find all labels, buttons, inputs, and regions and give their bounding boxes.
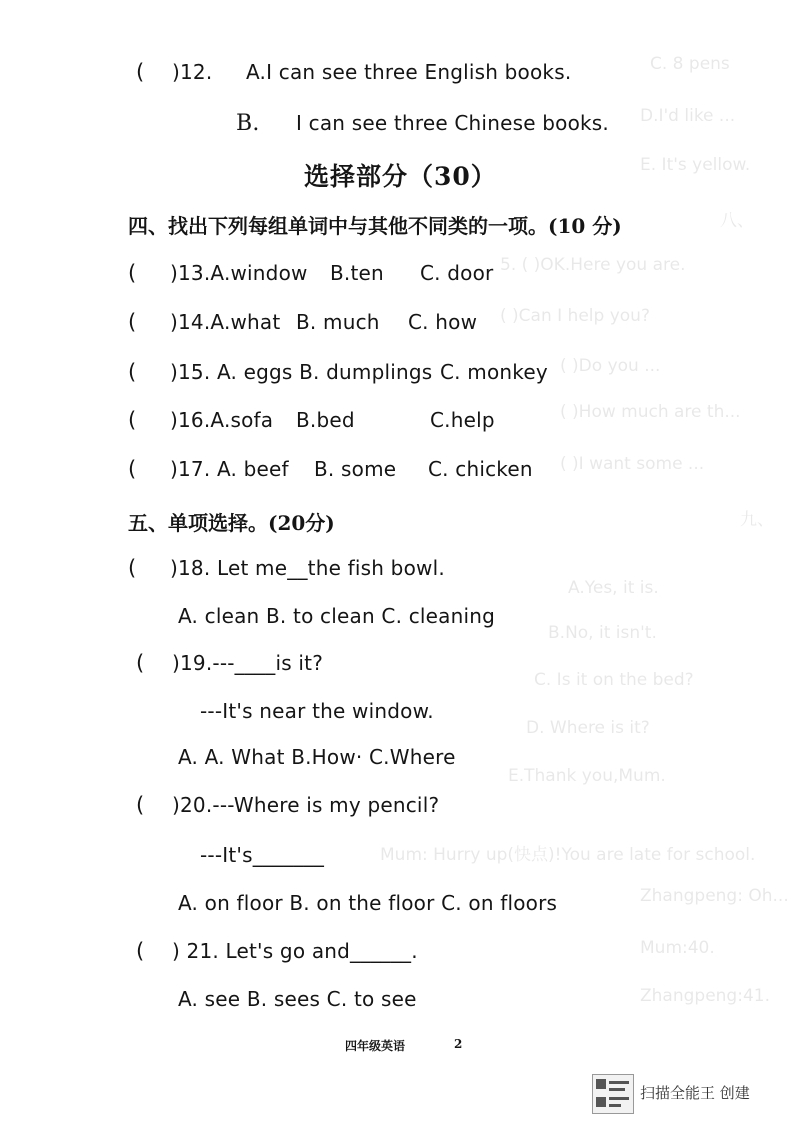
option-b: I can see three Chinese books. xyxy=(296,111,609,135)
bleed-through-12: B.No, it isn't. xyxy=(548,623,657,643)
option-c: C. monkey xyxy=(440,360,548,384)
bleed-through-9: ( )I want some ... xyxy=(560,454,705,474)
section-4-heading: 四、找出下列每组单词中与其他不同类的一项。(10 分) xyxy=(128,214,622,238)
answer-paren: ( xyxy=(128,408,137,432)
question-number: )12. xyxy=(172,60,213,84)
option-a: A.I can see three English books. xyxy=(246,60,572,84)
answer-paren: ( xyxy=(136,939,145,963)
bleed-through-11: A.Yes, it is. xyxy=(568,578,659,598)
answer-paren: ( xyxy=(136,60,145,84)
bleed-through-17: Zhangpeng: Oh... xyxy=(640,886,789,906)
question-stem: )20.---Where is my pencil? xyxy=(172,793,440,817)
answer-paren: ( xyxy=(128,310,137,334)
bleed-through-5: 5. ( )OK.Here you are. xyxy=(500,255,686,275)
bleed-through-13: C. Is it on the bed? xyxy=(534,670,694,690)
bleed-through-2: D.I'd like ... xyxy=(640,106,736,126)
bleed-through-4: 八、 xyxy=(720,211,754,231)
footer-subject: 四年级英语 xyxy=(345,1039,406,1053)
option-b: B.ten xyxy=(330,261,384,285)
options: A. clean B. to clean C. cleaning xyxy=(178,604,496,628)
question-number-option-a: )16.A.sofa xyxy=(170,408,274,432)
scanner-logo-icon xyxy=(592,1074,634,1114)
options: A. see B. sees C. to see xyxy=(178,987,417,1011)
bleed-through-1: C. 8 pens xyxy=(650,54,730,74)
question-number-option-a: )13.A.window xyxy=(170,261,308,285)
answer-paren: ( xyxy=(136,793,145,817)
scanner-watermark-label: 扫描全能王 创建 xyxy=(640,1084,750,1102)
question-stem: )18. Let me__the fish bowl. xyxy=(170,556,445,580)
answer-paren: ( xyxy=(136,651,145,675)
bleed-through-18: Mum:40. xyxy=(640,938,715,958)
reply-line: ---It's_______ xyxy=(200,843,325,867)
bleed-through-19: Zhangpeng:41. xyxy=(640,986,770,1006)
options: A. on floor B. on the floor C. on floors xyxy=(178,891,558,915)
question-number-options-ab: )15. A. eggs B. dumplings xyxy=(170,360,433,384)
reply-line: ---It's near the window. xyxy=(200,699,434,723)
bleed-through-3: E. It's yellow. xyxy=(640,155,751,175)
bleed-through-6: ( )Can I help you? xyxy=(500,306,650,326)
option-b: B. much xyxy=(296,310,380,334)
answer-paren: ( xyxy=(128,457,137,481)
option-c: C. chicken xyxy=(428,457,533,481)
section-choice-title: 选择部分（30） xyxy=(304,162,497,191)
section-5-heading: 五、单项选择。(20分) xyxy=(128,511,335,535)
footer-page-number: 2 xyxy=(454,1037,463,1051)
option-c: C.help xyxy=(430,408,495,432)
options: A. A. What B.How· C.Where xyxy=(178,745,456,769)
option-c: C. how xyxy=(408,310,478,334)
question-number-option-a: )17. A. beef xyxy=(170,457,289,481)
option-c: C. door xyxy=(420,261,494,285)
question-number-option-a: )14.A.what xyxy=(170,310,281,334)
question-stem: ) 21. Let's go and______. xyxy=(172,939,418,963)
option-b: B.bed xyxy=(296,408,355,432)
bleed-through-16: Mum: Hurry up(快点)!You are late for school. xyxy=(380,845,756,865)
bleed-through-14: D. Where is it? xyxy=(526,718,650,738)
bleed-through-8: ( )How much are th... xyxy=(560,402,741,422)
option-b: B. some xyxy=(314,457,397,481)
answer-paren: ( xyxy=(128,556,137,580)
answer-paren: ( xyxy=(128,261,137,285)
option-b-letter: B. xyxy=(236,111,260,136)
question-stem: )19.---____is it? xyxy=(172,651,324,675)
bleed-through-10: 九、 xyxy=(740,510,774,530)
answer-paren: ( xyxy=(128,360,137,384)
bleed-through-15: E.Thank you,Mum. xyxy=(508,766,666,786)
bleed-through-7: ( )Do you ... xyxy=(560,356,661,376)
